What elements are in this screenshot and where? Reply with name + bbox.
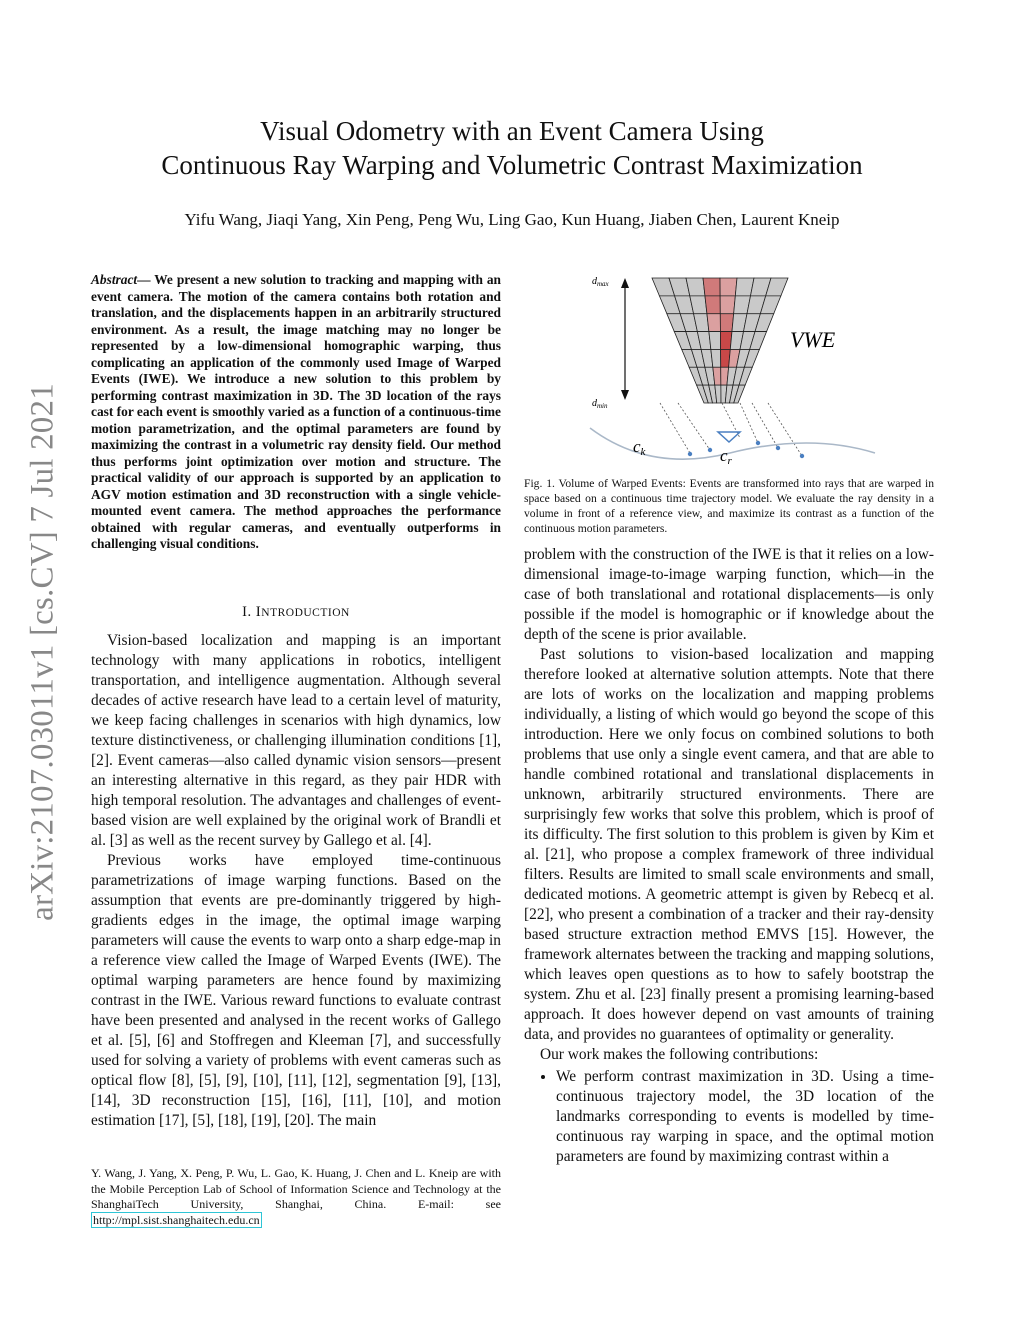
reference-camera-icon — [718, 432, 740, 442]
section-number: I. — [242, 604, 252, 620]
left-body — [91, 584, 501, 1131]
volume-cell — [703, 278, 720, 296]
volume-cell — [720, 314, 733, 332]
volume-cell — [707, 314, 721, 332]
d-max-label: $d_{max}$ — [592, 276, 609, 288]
title-line-2: Continuous Ray Warping and Volumetric Contrast Maximization — [161, 150, 863, 180]
abstract-label: Abstract — [91, 272, 138, 287]
volume-cell — [720, 296, 735, 314]
paragraph: problem with the construction of the IWE is that it relies on a low-dimensional image-to-image warping function, which—in the case of both translational and rotational displacements—is only possible if the model is homographic or if knowledge about the depth of the scene is prior available. — [524, 546, 934, 643]
title-line-1: Visual Odometry with an Event Camera Using — [260, 116, 764, 146]
author-list: Yifu Wang, Jiaqi Yang, Xin Peng, Peng Wu, Ling Gao, Kun Huang, Jiaben Chen, Laurent Kneip — [184, 210, 840, 229]
d-min-label: $d_{min}$ — [592, 398, 608, 410]
list-item: • We perform contrast maximization in 3D. Using a time-continuous trajectory model, the 3D location of the landmarks corresponding to events is modelled by time-continuous ray warping in space, and the optimal motion parameters are found by maximizing contrast within a — [556, 1067, 934, 1167]
section-heading-introduction — [91, 602, 501, 623]
email-link[interactable]: http://mpl.sist.shanghaitech.edu.cn — [93, 1212, 260, 1227]
paragraph: Previous works have employed time-continuous parametrizations of image warping functions. Based on the assumption that events are pre-dominantly triggered by high-gradients edges in the image, the optimal image warping parameters will cause the events to warp onto a sharp edge-map in a reference view called the Image of Warped Events (IWE). The optimal warping parameters are hence found by maximizing contrast in the IWE. Various reward functions to evaluate contrast have been presented and analysed in the recent works of Gallego et al. [5], [6] and Stoffregen and Kleeman [7], and successfully used for solving a variety of problems with event cameras such as optical flow [8], [5], [9], [10], [11], [12], segmentation [9], [13], [14], 3D reconstruction [15], [16], [11], [10], and motion estimation [17], [5], [18], [19], [20]. The main — [91, 852, 501, 1129]
section-first-letter: I — [255, 604, 262, 620]
section-title-rest: NTRODUCTION — [261, 607, 350, 619]
volume-grid — [652, 278, 788, 403]
paragraph: Past solutions to vision-based localization and mapping therefore looked at alternative solution attempts. Note that there are lots of works on the localization and mapping problems individually, a listing of which would go beyond the scope of this introduction. Here we only focus on combined solutions to both problems that use only a single event camera, and that are able to handle combined rotational and translational displacements in unknown, arbitrarily structured environments. There are surprisingly few works that solve this problem, which is proof of its difficulty. The first solution to this problem is given by Kim et al. [21], who propose a complex framework of three individual filters. Results are limited to small scale environments and small, dedicated motions. A geometric attempt is given by Rebecq et al. [22], who present a combination of a tracker and their ray-density based structure extraction method EMVS [15]. However, the framework alternates between the tracking and mapping solutions, which leaves open questions as to how to safely bootstrap the system. Zhu et al. [23] finally present a promising learning-based approach. It does however depend on vast amounts of training data, and provides no guarantees of optimality or generality. — [524, 646, 934, 1043]
figure-vwe-diagram — [580, 268, 880, 468]
cr-label: cr — [720, 446, 732, 467]
event-rays — [660, 403, 802, 456]
axis-arrow-up — [621, 278, 629, 288]
paper-title — [0, 114, 1024, 182]
abstract — [91, 272, 501, 553]
footnote-text: Y. Wang, J. Yang, X. Peng, P. Wu, L. Gao, K. Huang, J. Chen and L. Kneip are with the Mobile Perception Lab of School of Information Science and Technology at the ShanghaiTech University, Shanghai, China. E-mail: see — [91, 1166, 501, 1211]
figure-caption: Fig. 1. Volume of Warped Events: Events are transformed into rays that are warped in space based on a continuous time trajectory model. We evaluate the ray density in a volume in front of a reference view, and maximize its contrast as a function of the continuous motion parameters. — [524, 477, 934, 535]
axis-arrow-down — [621, 390, 629, 400]
paragraph: Our work makes the following contributions: — [540, 1046, 819, 1063]
contribution-list — [524, 1067, 934, 1167]
right-body — [524, 545, 934, 1167]
vwe-label: VWE — [790, 327, 836, 352]
volume-cell — [720, 278, 737, 296]
volume-cell — [705, 296, 720, 314]
arxiv-stamp-text: arXiv:2107.03011v1 [cs.CV] 7 Jul 2021 — [24, 383, 61, 921]
paragraph: Vision-based localization and mapping is an important technology with many applications in robotics, intelligent transportation, and intelligence augmentation. Although several decades of active research have lead to a certain level of maturity, we keep facing challenges in scenarios with high dynamics, low texture distinctiveness, or challenging illumination conditions [1], [2]. Event cameras—also called dynamic vision sensors—present an interesting alternative in this regard, as they pair HDR with high temporal resolution. The advantages and challenges of event-based vision are well explained by the original work of Brandli et al. [3] as well as the recent survey by Gallego et al. [4]. — [91, 632, 501, 849]
volume-cell — [686, 278, 705, 296]
footnote — [91, 1166, 501, 1228]
volume-cell — [709, 332, 721, 350]
arxiv-stamp — [18, 372, 68, 932]
abstract-text: — We present a new solution to tracking and mapping with an event camera. The motion of the camera contains both rotation and translation, and the displacements happen in an arbitrarily structured environment. As a result, the image matching may no longer be represented by a low-dimensional homographic warping, thus complicating an application of the commonly used Image of Warped Events (IWE). We introduce a new solution to this problem by performing contrast maximization in 3D. The 3D location of the rays cast for each event is smoothly varied as a function of a continuous-time motion parametrization, and the optimal parameters are found by maximizing the contrast in a volumetric ray density field. Our method thus performs joint optimization over motion and structure. The practical validity of our approach is supported by an application to AGV motion estimation and 3D reconstruction with a single vehicle-mounted event camera. The method approaches the performance obtained with regular cameras, and eventually outperforms in challenging visual conditions. — [91, 272, 501, 551]
ck-label: ck — [633, 437, 646, 458]
volume-cell — [711, 349, 721, 367]
